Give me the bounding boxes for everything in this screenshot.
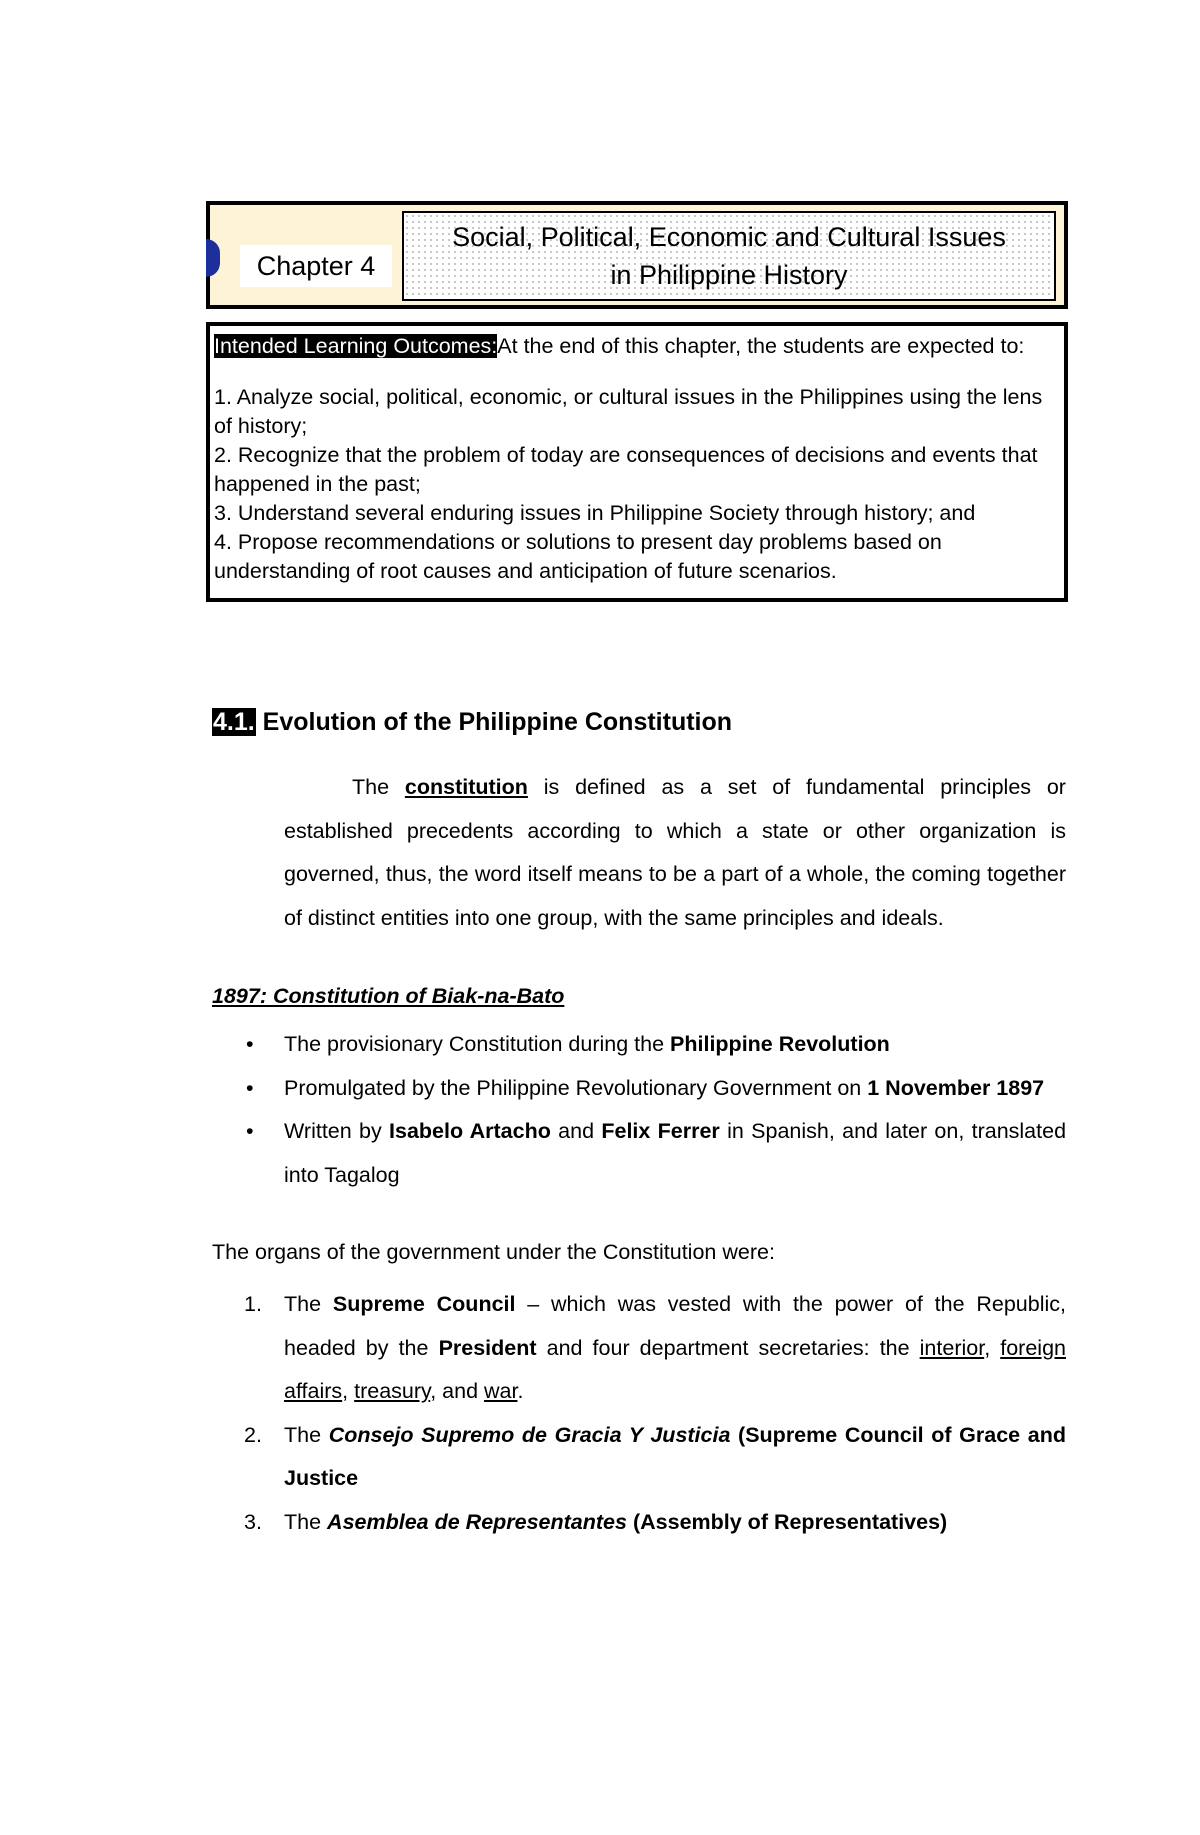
list-item (244, 1023, 1066, 1067)
item-text: and four department secretaries: the (546, 1335, 910, 1360)
chapter-title-line-2: in Philippine History (610, 260, 848, 290)
intro-paragraph (284, 766, 1066, 940)
list-item (244, 1414, 1066, 1501)
bullet-bold: Felix Ferrer (601, 1119, 720, 1143)
list-number: 2. (244, 1422, 262, 1447)
item-text: – which was vested with the power of the Republic, headed by the (284, 1292, 1066, 1360)
item-text: The (284, 1292, 322, 1316)
bullet-bold: Isabelo Artacho (389, 1119, 551, 1143)
bullet-icon: • (246, 1032, 254, 1056)
item-italic: Asemblea de Representantes (327, 1509, 627, 1534)
item-bold: (Assembly of Representatives) (632, 1509, 948, 1534)
item-text: The (284, 1509, 322, 1534)
intro-before: The (352, 775, 390, 799)
intro-after: is defined as a set of fundamental principles or established precedents according to which a state or other organization is governed, thus, the word itself means to be a part of a whole, the coming together of distinct entities into one group, with the same principles and ideals. (284, 775, 1066, 930)
learning-outcomes-box (206, 322, 1068, 602)
bullet-text: Promulgated by the Philippine Revolutionary Government on (284, 1075, 862, 1100)
organs-intro: The organs of the government under the Constitution were: (212, 1240, 775, 1264)
half-circle-decoration (206, 239, 220, 277)
biak-bullet-list (244, 1023, 1066, 1197)
list-item (244, 1110, 1066, 1197)
bullet-bold: Philippine Revolution (670, 1032, 890, 1056)
bullet-text: in Spanish, and later on, translated into Tagalog (284, 1119, 1067, 1187)
organs-list (244, 1283, 1066, 1544)
outcome-item: 1. Analyze social, political, economic, or cultural issues in the Philippines using the lens of history; (214, 385, 1043, 438)
chapter-title-line-1: Social, Political, Economic and Cultural Issues (452, 222, 1006, 252)
section-number: 4.1. (213, 708, 255, 736)
list-item: 1. The Supreme Council – which was vested with the power of the Republic, headed by the President and four department secretaries: the interior, foreign affairs, treasury, and war. (244, 1283, 1066, 1414)
item-underline: war (484, 1379, 518, 1403)
intro-term: constitution (404, 775, 528, 799)
list-number: 3. (244, 1509, 262, 1534)
bullet-text: The provisionary Constitution during the (284, 1032, 665, 1056)
item-italic: Consejo Supremo de Gracia Y Justicia (328, 1422, 731, 1447)
outcomes-heading (214, 332, 1058, 361)
chapter-title-box (402, 211, 1056, 301)
item-bold: (Supreme Council of Grace and Justice (284, 1422, 1066, 1490)
bullet-text: and (558, 1119, 595, 1143)
chapter-label: Chapter 4 (240, 245, 392, 287)
list-item (244, 1067, 1066, 1111)
chapter-header (206, 201, 1068, 309)
item-text: and (442, 1379, 479, 1403)
bullet-icon: • (246, 1119, 254, 1143)
item-underline: interior (919, 1335, 985, 1360)
section-heading (212, 708, 732, 737)
section-title: Evolution of the Philippine Constitution (262, 708, 733, 736)
list-number: 1. (244, 1292, 262, 1316)
outcome-item: 3. Understand several enduring issues in Philippine Society through history; and (214, 501, 976, 525)
item-bold: President (438, 1335, 537, 1360)
list-item (244, 1501, 1066, 1545)
item-underline: treasury (354, 1379, 431, 1403)
outcome-item: 2. Recognize that the problem of today are consequences of decisions and events that happened in the past; (214, 443, 1038, 496)
bullet-text: Written by (284, 1119, 382, 1143)
outcomes-intro: At the end of this chapter, the students are expected to: (497, 334, 1025, 358)
outcomes-tag: Intended Learning Outcomes: (214, 334, 498, 358)
item-bold: Supreme Council (332, 1292, 516, 1316)
item-underline: foreign affairs (284, 1335, 1066, 1403)
item-text: The (284, 1422, 322, 1447)
bullet-icon: • (246, 1075, 254, 1100)
outcome-item: 4. Propose recommendations or solutions to present day problems based on understanding of root causes and anticipation of future scenarios. (214, 530, 942, 583)
biak-na-bato-heading: 1897: Constitution of Biak-na-Bato (212, 984, 565, 1008)
bullet-bold: 1 November 1897 (867, 1075, 1045, 1100)
